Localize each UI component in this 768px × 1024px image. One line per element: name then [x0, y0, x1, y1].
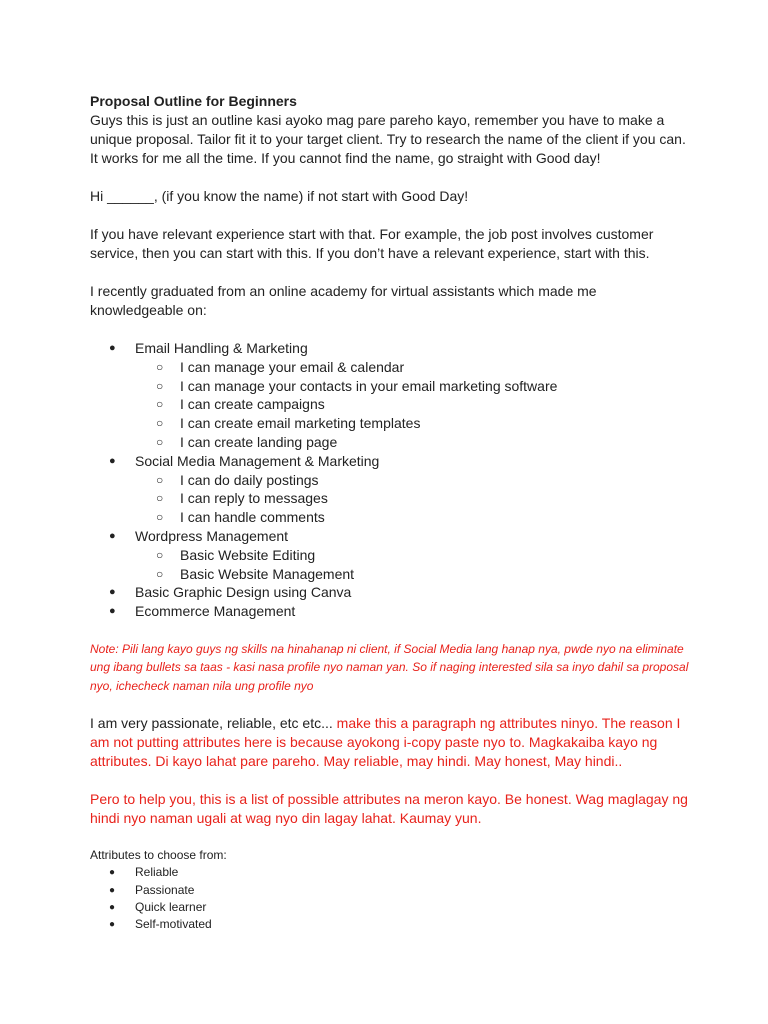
- attribute-label: Reliable: [135, 865, 179, 880]
- hollow-bullet-icon: ○: [156, 359, 164, 374]
- sub-list-container: [90, 358, 690, 452]
- sub-list-item-label: I can reply to messages: [180, 490, 328, 507]
- sub-list-container: [90, 546, 690, 584]
- sub-list-item: [135, 433, 690, 452]
- hollow-bullet-icon: ○: [156, 434, 164, 449]
- attributes-list: [90, 864, 690, 933]
- attributes-heading: Attributes to choose from:: [90, 848, 227, 863]
- hollow-bullet-icon: ○: [156, 566, 164, 581]
- hollow-bullet-icon: ○: [156, 416, 164, 431]
- sub-list-item: [135, 508, 690, 527]
- bullet-icon: ●: [109, 605, 116, 618]
- attribute-label: Quick learner: [135, 900, 207, 915]
- sub-list-item-label: I can manage your contacts in your email marketing software: [180, 377, 558, 394]
- sub-list-item: [135, 489, 690, 508]
- attributes-intro-text: I am very passionate, reliable, etc etc...: [90, 715, 337, 732]
- attribute-item: [90, 899, 690, 916]
- pero-paragraph: Pero to help you, this is a list of possible attributes na meron kayo. Be honest. Wag maglagay ng hindi nyo naman ugali at wag nyo din lagay lahat. Kaumay yun.: [90, 791, 688, 827]
- hollow-bullet-icon: ○: [156, 510, 164, 525]
- outline-item-label: Social Media Management & Marketing: [135, 452, 380, 469]
- sub-list-item: [135, 546, 690, 565]
- outline-item: [90, 452, 690, 471]
- document-title: Proposal Outline for Beginners: [90, 93, 297, 109]
- sub-list-item-label: Basic Website Editing: [180, 546, 316, 563]
- outline-item-label: Basic Graphic Design using Canva: [135, 584, 352, 601]
- bullet-icon: ●: [109, 342, 116, 354]
- greeting-line: Hi ______, (if you know the name) if not start with Good Day!: [90, 188, 469, 204]
- sub-list-container: [90, 471, 690, 527]
- graduated-paragraph: I recently graduated from an online academy for virtual assistants which made me knowledgeable on:: [90, 283, 597, 318]
- sub-list-item-label: I can manage your email & calendar: [180, 358, 405, 375]
- outline-item: [90, 583, 690, 602]
- sub-list-item: [135, 471, 690, 490]
- bullet-icon: ●: [109, 867, 116, 879]
- attribute-label: Passionate: [135, 882, 195, 897]
- outline-item-label: Wordpress Management: [135, 527, 289, 544]
- bullet-icon: ●: [109, 884, 116, 896]
- outline-item: [90, 339, 690, 358]
- sub-list-item: [135, 565, 690, 584]
- experience-paragraph: If you have relevant experience start with that. For example, the job post involves customer service, then you can start with this. If you don’t have a relevant experience, start with this.: [90, 226, 654, 261]
- sub-list: [135, 358, 690, 452]
- hollow-bullet-icon: ○: [156, 547, 164, 562]
- attribute-item: [90, 916, 690, 933]
- attribute-item: [90, 864, 690, 881]
- bullet-icon: ●: [109, 586, 116, 599]
- hollow-bullet-icon: ○: [156, 472, 164, 487]
- sub-list: [135, 471, 690, 527]
- attribute-label: Self-motivated: [135, 917, 212, 932]
- skills-outline-list: [90, 339, 690, 621]
- sub-list-item-label: I can create campaigns: [180, 396, 325, 413]
- sub-list-item-label: Basic Website Management: [180, 565, 355, 582]
- sub-list-item: [135, 414, 690, 433]
- sub-list-item: [135, 395, 690, 414]
- note-paragraph: Note: Pili lang kayo guys ng skills na hinahanap ni client, if Social Media lang hanap nya, pwde nyo na eliminate ung ibang bullets sa taas - kasi nasa profile nyo naman yan. So if naging interested sila sa inyo dahil sa proposal nyo, ichecheck naman nila ung profile nyo: [90, 641, 689, 693]
- outline-item: [90, 527, 690, 546]
- hollow-bullet-icon: ○: [156, 378, 164, 393]
- sub-list-item-label: I can do daily postings: [180, 471, 319, 488]
- attribute-item: [90, 882, 690, 899]
- bullet-icon: ●: [109, 919, 116, 931]
- attributes-instruction-text: make this a paragraph ng attributes ninyo. The reason I am not putting attributes here is because ayokong i-copy paste nyo to. Magkakaiba kayo ng attributes. Di kayo lahat pare pareho. May reliable, may hindi. May honest, May hindi..: [90, 715, 681, 770]
- hollow-bullet-icon: ○: [156, 397, 164, 412]
- bullet-icon: ●: [109, 454, 116, 467]
- sub-list-item: [135, 358, 690, 377]
- sub-list-item-label: I can handle comments: [180, 509, 325, 526]
- sub-list-item-label: I can create email marketing templates: [180, 415, 421, 432]
- outline-item-label: Ecommerce Management: [135, 603, 296, 620]
- bullet-icon: ●: [109, 529, 116, 542]
- sub-list-item: [135, 377, 690, 396]
- outline-item: [90, 602, 690, 621]
- sub-list-item-label: I can create landing page: [180, 433, 338, 450]
- intro-paragraph: Guys this is just an outline kasi ayoko mag pare pareho kayo, remember you have to make a unique proposal. Tailor fit it to your target client. Try to research the name of the client if you can. It works for me all the time. If you cannot find the name, go straight with Good day!: [90, 112, 686, 166]
- attributes-paragraph: [90, 714, 690, 771]
- sub-list: [135, 546, 690, 584]
- document-page: [90, 92, 690, 934]
- hollow-bullet-icon: ○: [156, 491, 164, 506]
- bullet-icon: ●: [109, 902, 116, 914]
- outline-item-label: Email Handling & Marketing: [135, 340, 308, 356]
